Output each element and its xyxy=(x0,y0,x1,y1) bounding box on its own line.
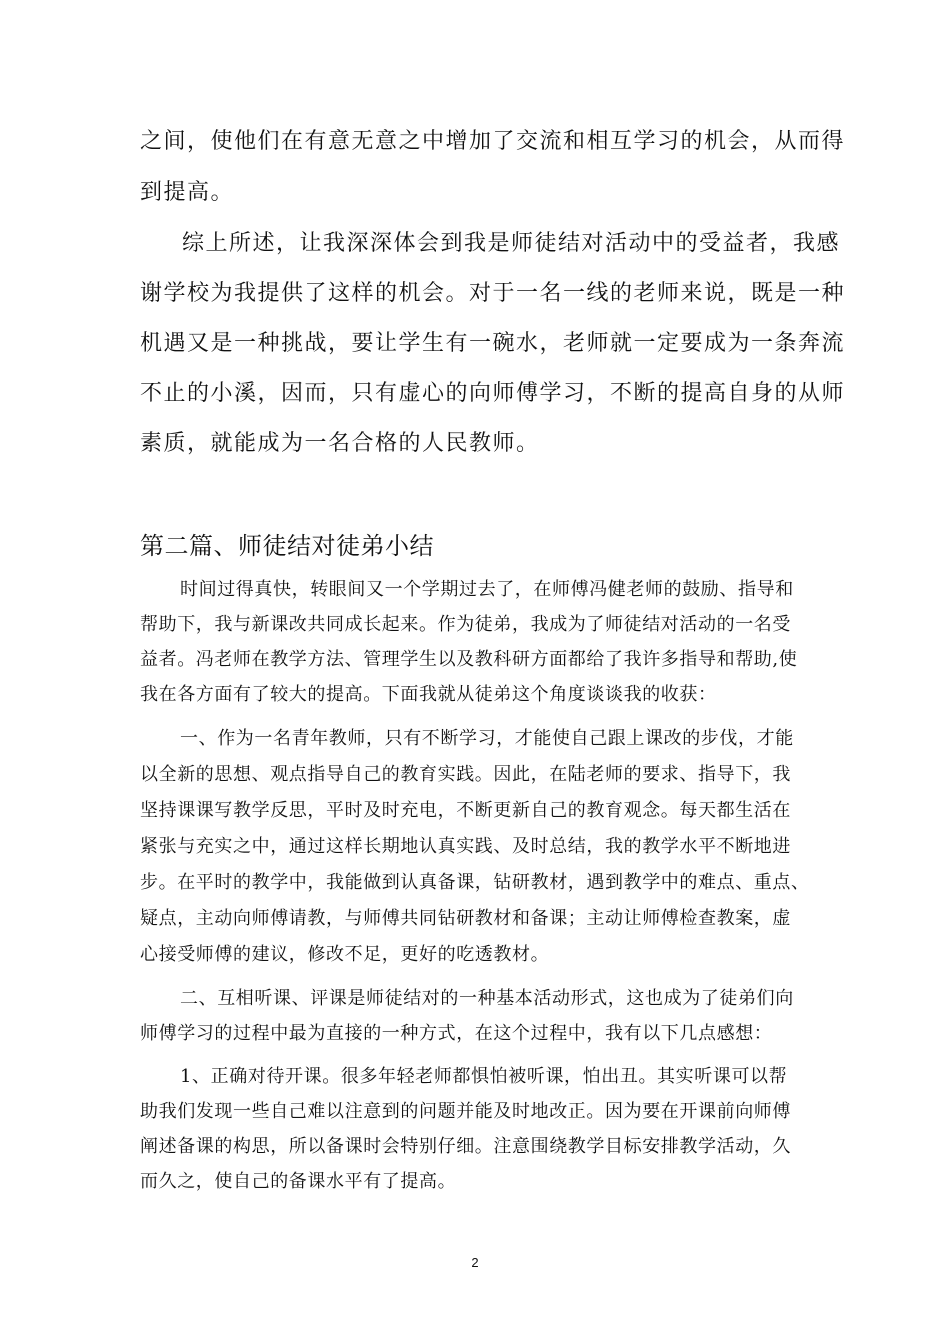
paragraph-line: 以全新的思想、观点指导自己的教育实践。因此，在陆老师的要求、指导下，我 xyxy=(140,764,791,785)
paragraph-line: 益者。冯老师在教学方法、管理学生以及教科研方面都给了我许多指导和帮助,使 xyxy=(140,649,798,670)
paragraph-line: 我在各方面有了较大的提高。下面我就从徒弟这个角度谈谈我的收获： xyxy=(140,684,717,705)
paragraph-line: 素质，就能成为一名合格的人民教师。 xyxy=(140,431,540,456)
paragraph-line: 之间，使他们在有意无意之中增加了交流和相互学习的机会，从而得 xyxy=(140,129,846,154)
paragraph-line: 而久之，使自己的备课水平有了提高。 xyxy=(140,1171,457,1192)
section-heading: 第二篇、师徒结对徒弟小结 xyxy=(140,532,434,560)
paragraph-line: 阐述备课的构思，所以备课时会特别仔细。注意围绕教学目标安排教学活动，久 xyxy=(140,1136,791,1157)
paragraph-line: 不止的小溪，因而，只有虚心的向师傅学习，不断的提高自身的从师 xyxy=(140,381,846,406)
paragraph-line: 一、作为一名青年教师，只有不断学习，才能使自己跟上课改的步伐，才能 xyxy=(180,728,794,749)
paragraph-line: 二、互相听课、评课是师徒结对的一种基本活动形式，这也成为了徒弟们向 xyxy=(180,988,794,1009)
paragraph-line: 谢学校为我提供了这样的机会。对于一名一线的老师来说，既是一种 xyxy=(140,281,846,306)
paragraph-line: 疑点，主动向师傅请教，与师傅共同钻研教材和备课；主动让师傅检查教案，虚 xyxy=(140,908,791,929)
paragraph-line: 机遇又是一种挑战，要让学生有一碗水，老师就一定要成为一条奔流 xyxy=(140,331,846,356)
paragraph-line: 坚持课课写教学反思，平时及时充电，不断更新自己的教育观念。每天都生活在 xyxy=(140,800,791,821)
paragraph-line: 心接受师傅的建议，修改不足，更好的吃透教材。 xyxy=(140,944,550,965)
page-number: 2 xyxy=(471,1255,479,1270)
paragraph-line: 1、正确对待开课。很多年轻老师都惧怕被听课，怕出丑。其实听课可以帮 xyxy=(180,1066,788,1087)
paragraph-line: 时间过得真快，转眼间又一个学期过去了，在师傅冯健老师的鼓励、指导和 xyxy=(180,579,794,600)
paragraph-line: 综上所述，让我深深体会到我是师徒结对活动中的受益者，我感 xyxy=(182,231,841,256)
paragraph-line: 师傅学习的过程中最为直接的一种方式，在这个过程中，我有以下几点感想： xyxy=(140,1023,773,1044)
paragraph-line: 帮助下，我与新课改共同成长起来。作为徒弟，我成为了师徒结对活动的一名受 xyxy=(140,614,791,635)
paragraph-line: 紧张与充实之中，通过这样长期地认真实践、及时总结，我的教学水平不断地进 xyxy=(140,836,791,857)
paragraph-line: 步。在平时的教学中，我能做到认真备课，钻研教材，遇到教学中的难点、重点、 xyxy=(140,872,810,893)
paragraph-line: 到提高。 xyxy=(140,180,235,205)
paragraph-line: 助我们发现一些自己难以注意到的问题并能及时地改正。因为要在开课前向师傅 xyxy=(140,1101,791,1122)
